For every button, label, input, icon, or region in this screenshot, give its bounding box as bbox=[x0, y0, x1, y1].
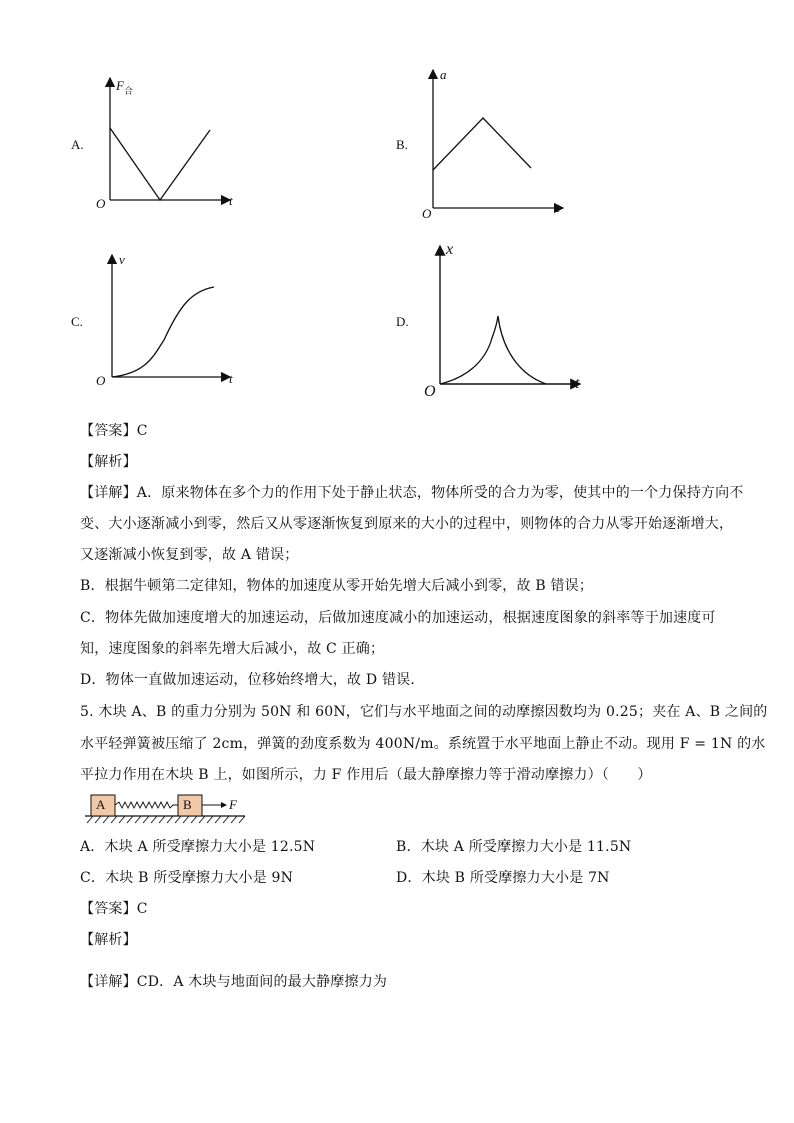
q5-option-a: A．木块 A 所受摩擦力大小是 12.5N bbox=[80, 839, 316, 855]
q4-detail-line: 知，速度图象的斜率先增大后减小，故 C 正确； bbox=[80, 641, 385, 657]
force-label: F bbox=[229, 797, 237, 812]
force-arrowhead bbox=[221, 802, 227, 808]
origin-label: O bbox=[96, 196, 106, 211]
q4-detail-line: C．物体先做加速度增大的加速运动，后做加速度减小的加速运动，根据速度图象的斜率等于加速度可 bbox=[80, 610, 716, 626]
x-axis-label: t bbox=[556, 200, 560, 215]
origin-label: O bbox=[422, 206, 432, 221]
q4-detail-line: D．物体一直做加速运动，位移始终增大，故 D 错误． bbox=[80, 672, 425, 688]
q4-answer: 【答案】C bbox=[80, 423, 148, 439]
force-time-graph bbox=[90, 70, 240, 220]
x-axis-label: t bbox=[229, 193, 233, 208]
y-axis-label: a bbox=[440, 67, 447, 82]
graph-curve bbox=[440, 316, 546, 384]
q5-answer: 【答案】C bbox=[80, 901, 148, 917]
blocks-spring-diagram bbox=[85, 790, 250, 826]
y-axis-label: x bbox=[446, 241, 454, 258]
acceleration-time-graph bbox=[415, 60, 575, 220]
q5-option-d: D．木块 B 所受摩擦力大小是 7N bbox=[396, 870, 610, 886]
position-time-graph bbox=[420, 238, 590, 398]
option-a-label: A. bbox=[71, 137, 84, 152]
x-axis-label: t bbox=[229, 371, 233, 386]
q5-stem-line: 水平轻弹簧被压缩了 2cm，弹簧的劲度系数为 400N/m。系统置于水平地面上静止不动。现用 F = 1N 的水 bbox=[80, 736, 766, 752]
q4-detail-line: 变、大小逐渐减小到零，然后又从零逐渐恢复到原来的大小的过程中，则物体的合力从零开始逐渐增大， bbox=[80, 516, 734, 532]
q5-option-b: B．木块 A 所受摩擦力大小是 11.5N bbox=[396, 839, 632, 855]
graph-curve bbox=[433, 118, 531, 170]
q5-analysis-heading: 【解析】 bbox=[80, 932, 137, 948]
origin-label: O bbox=[96, 373, 106, 388]
q4-detail-line: 【详解】A．原来物体在多个力的作用下处于静止状态，物体所受的合力为零，使其中的一个力保持方向不 bbox=[80, 485, 744, 501]
q5-detail-line: 【详解】CD．A 木块与地面间的最大静摩擦力为 bbox=[80, 974, 388, 990]
spring bbox=[115, 802, 178, 808]
velocity-time-graph bbox=[92, 245, 242, 390]
q4-analysis-heading: 【解析】 bbox=[80, 454, 137, 470]
ground-hatching bbox=[87, 816, 245, 823]
q5-stem-line: 5. 木块 A、B 的重力分别为 50N 和 60N，它们与水平地面之间的动摩擦因数均为 0.25；夹在 A、B 之间的 bbox=[80, 704, 768, 720]
graph-curve bbox=[112, 287, 214, 377]
origin-label: O bbox=[424, 383, 436, 400]
q5-option-c: C．木块 B 所受摩擦力大小是 9N bbox=[80, 870, 294, 886]
q4-detail-line: 又逐渐减小恢复到零，故 A 错误； bbox=[80, 547, 299, 563]
y-axis-label: v bbox=[119, 252, 125, 267]
block-a-label: A bbox=[96, 797, 106, 812]
option-b-label: B. bbox=[396, 137, 408, 152]
q4-detail-line: B．根据牛顿第二定律知，物体的加速度从零开始先增大后减小到零，故 B 错误； bbox=[80, 578, 594, 594]
y-axis-label: $F_合$ bbox=[116, 78, 133, 96]
block-b-label: B bbox=[183, 797, 192, 812]
option-d-label: D. bbox=[396, 314, 409, 329]
x-axis-label: t bbox=[575, 375, 580, 392]
option-c-label: C. bbox=[71, 314, 83, 329]
q5-stem-line: 平拉力作用在木块 B 上，如图所示，力 F 作用后（最大静摩擦力等于滑动摩擦力）（ ） bbox=[80, 767, 652, 783]
graph-curve bbox=[110, 128, 210, 200]
